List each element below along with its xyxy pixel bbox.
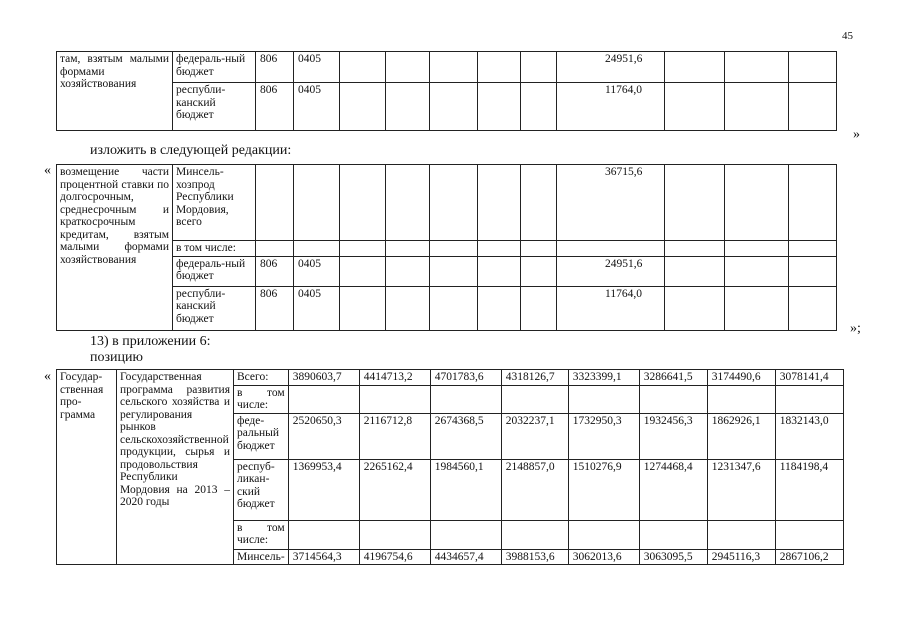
value-cell: 2867106,2 xyxy=(775,549,843,565)
empty-cell xyxy=(294,241,340,257)
empty-cell xyxy=(521,52,557,83)
value-cell: 3323399,1 xyxy=(568,370,639,386)
value-cell: 1274468,4 xyxy=(639,459,707,520)
budget-cell: федераль-ный бюджет xyxy=(173,256,256,286)
row-label: Всего: xyxy=(234,370,289,386)
empty-cell xyxy=(568,520,639,549)
table-row xyxy=(57,370,844,386)
empty-cell xyxy=(789,286,837,330)
empty-cell xyxy=(521,165,557,241)
value-cell: 2265162,4 xyxy=(359,459,430,520)
empty-cell xyxy=(359,385,430,413)
value-cell: 4434657,4 xyxy=(430,549,501,565)
empty-cell xyxy=(665,241,725,257)
code-cell: 0405 xyxy=(294,83,340,131)
empty-cell xyxy=(430,385,501,413)
empty-cell xyxy=(725,52,789,83)
value-cell: 2148857,0 xyxy=(501,459,568,520)
code-cell: 806 xyxy=(256,83,294,131)
empty-cell xyxy=(478,241,521,257)
opening-quote: « xyxy=(44,369,51,384)
empty-cell xyxy=(430,241,478,257)
empty-cell xyxy=(478,165,521,241)
instruction-text: позицию xyxy=(90,350,143,365)
empty-cell xyxy=(386,52,430,83)
row-label: в том числе: xyxy=(234,520,289,549)
empty-cell xyxy=(478,52,521,83)
table-row xyxy=(57,256,837,286)
empty-cell xyxy=(386,83,430,131)
value-cell: 1510276,9 xyxy=(568,459,639,520)
empty-cell xyxy=(557,241,665,257)
empty-cell xyxy=(294,165,340,241)
empty-cell xyxy=(386,165,430,241)
table-new-edition xyxy=(56,164,837,331)
value-cell: 3174490,6 xyxy=(707,370,775,386)
empty-cell xyxy=(501,520,568,549)
budget-cell: республи-канский бюджет xyxy=(173,83,256,131)
empty-cell xyxy=(430,520,501,549)
measure-description: возмещение части процентной ставки по долгосрочным, среднесрочным и краткосрочным кредитам, взятым малыми формами хозяйствования xyxy=(57,165,173,331)
value-cell: 3714564,3 xyxy=(288,549,359,565)
empty-cell xyxy=(521,286,557,330)
empty-cell xyxy=(256,241,294,257)
value-cell: 2520650,3 xyxy=(288,413,359,459)
empty-cell xyxy=(775,520,843,549)
empty-cell xyxy=(478,83,521,131)
empty-cell xyxy=(359,520,430,549)
value-cell: 11764,0 xyxy=(557,83,665,131)
empty-cell xyxy=(340,165,386,241)
code-cell: 806 xyxy=(256,286,294,330)
code-cell: 806 xyxy=(256,256,294,286)
value-cell: 3078141,4 xyxy=(775,370,843,386)
instruction-text: изложить в следующей редакции: xyxy=(90,143,292,158)
value-cell: 2116712,8 xyxy=(359,413,430,459)
empty-cell xyxy=(665,52,725,83)
budget-cell: республи-канский бюджет xyxy=(173,286,256,330)
value-cell: 1932456,3 xyxy=(639,413,707,459)
row-label: респуб-ликан-ский бюджет xyxy=(234,459,289,520)
empty-cell xyxy=(665,256,725,286)
page-number: 45 xyxy=(842,30,853,42)
empty-cell xyxy=(521,241,557,257)
closing-quote: »; xyxy=(850,321,861,336)
instruction-text: 13) в приложении 6: xyxy=(90,334,211,349)
value-cell: 1231347,6 xyxy=(707,459,775,520)
empty-cell xyxy=(340,52,386,83)
empty-cell xyxy=(340,83,386,131)
value-cell: 24951,6 xyxy=(557,256,665,286)
empty-cell xyxy=(288,520,359,549)
table-row xyxy=(57,52,837,83)
row-label: в том числе: xyxy=(234,385,289,413)
empty-cell xyxy=(725,165,789,241)
empty-cell xyxy=(665,286,725,330)
value-cell: 1832143,0 xyxy=(775,413,843,459)
empty-cell xyxy=(639,520,707,549)
empty-cell xyxy=(501,385,568,413)
empty-cell xyxy=(707,520,775,549)
empty-cell xyxy=(386,256,430,286)
row-label: Минсель- xyxy=(234,549,289,565)
empty-cell xyxy=(430,52,478,83)
value-cell: 11764,0 xyxy=(557,286,665,330)
measure-description: там, взятым малыми формами хозяйствования xyxy=(57,52,173,131)
value-cell: 1184198,4 xyxy=(775,459,843,520)
table-appendix6 xyxy=(56,369,844,565)
value-cell: 1369953,4 xyxy=(288,459,359,520)
empty-cell xyxy=(430,256,478,286)
value-cell: 3063095,5 xyxy=(639,549,707,565)
value-cell: 4414713,2 xyxy=(359,370,430,386)
value-cell: 4318126,7 xyxy=(501,370,568,386)
opening-quote: « xyxy=(44,163,51,178)
code-cell: 0405 xyxy=(294,256,340,286)
value-cell: 2945116,3 xyxy=(707,549,775,565)
empty-cell xyxy=(288,385,359,413)
value-cell: 3988153,6 xyxy=(501,549,568,565)
closing-quote: » xyxy=(853,127,860,142)
empty-cell xyxy=(665,165,725,241)
empty-cell xyxy=(386,286,430,330)
empty-cell xyxy=(478,286,521,330)
value-cell: 24951,6 xyxy=(557,52,665,83)
empty-cell xyxy=(521,256,557,286)
code-cell: 0405 xyxy=(294,286,340,330)
value-cell: 4196754,6 xyxy=(359,549,430,565)
value-cell: 3062013,6 xyxy=(568,549,639,565)
empty-cell xyxy=(568,385,639,413)
table-row xyxy=(57,241,837,257)
empty-cell xyxy=(430,83,478,131)
empty-cell xyxy=(340,286,386,330)
empty-cell xyxy=(340,256,386,286)
empty-cell xyxy=(478,256,521,286)
empty-cell xyxy=(256,165,294,241)
value-cell: 36715,6 xyxy=(557,165,665,241)
empty-cell xyxy=(789,52,837,83)
row-label: феде-ральный бюджет xyxy=(234,413,289,459)
value-cell: 4701783,6 xyxy=(430,370,501,386)
value-cell: 3890603,7 xyxy=(288,370,359,386)
budget-cell: Минсель-хозпрод Республики Мордовия, всего xyxy=(173,165,256,241)
program-name: Государственная программа развития сельского хозяйства и регулирования рынков сельскохозяйственной продукции, сырья и продовольствия Республики Мордовия на 2013 – 2020 годы xyxy=(117,370,234,565)
empty-cell xyxy=(340,241,386,257)
table-row xyxy=(57,165,837,241)
value-cell: 1984560,1 xyxy=(430,459,501,520)
empty-cell xyxy=(707,385,775,413)
empty-cell xyxy=(789,241,837,257)
empty-cell xyxy=(775,385,843,413)
budget-cell: федераль-ный бюджет xyxy=(173,52,256,83)
empty-cell xyxy=(725,286,789,330)
empty-cell xyxy=(521,83,557,131)
empty-cell xyxy=(725,256,789,286)
table-row xyxy=(57,286,837,330)
empty-cell xyxy=(386,241,430,257)
empty-cell xyxy=(789,165,837,241)
code-cell: 806 xyxy=(256,52,294,83)
value-cell: 2674368,5 xyxy=(430,413,501,459)
table-continuation xyxy=(56,51,837,131)
code-cell: 0405 xyxy=(294,52,340,83)
empty-cell xyxy=(789,83,837,131)
empty-cell xyxy=(725,241,789,257)
budget-cell: в том числе: xyxy=(173,241,256,257)
empty-cell xyxy=(665,83,725,131)
value-cell: 1732950,3 xyxy=(568,413,639,459)
empty-cell xyxy=(430,165,478,241)
value-cell: 3286641,5 xyxy=(639,370,707,386)
empty-cell xyxy=(789,256,837,286)
value-cell: 1862926,1 xyxy=(707,413,775,459)
empty-cell xyxy=(639,385,707,413)
value-cell: 2032237,1 xyxy=(501,413,568,459)
empty-cell xyxy=(430,286,478,330)
program-status: Государ-ственная про-грамма xyxy=(57,370,117,565)
empty-cell xyxy=(725,83,789,131)
table-row xyxy=(57,83,837,131)
